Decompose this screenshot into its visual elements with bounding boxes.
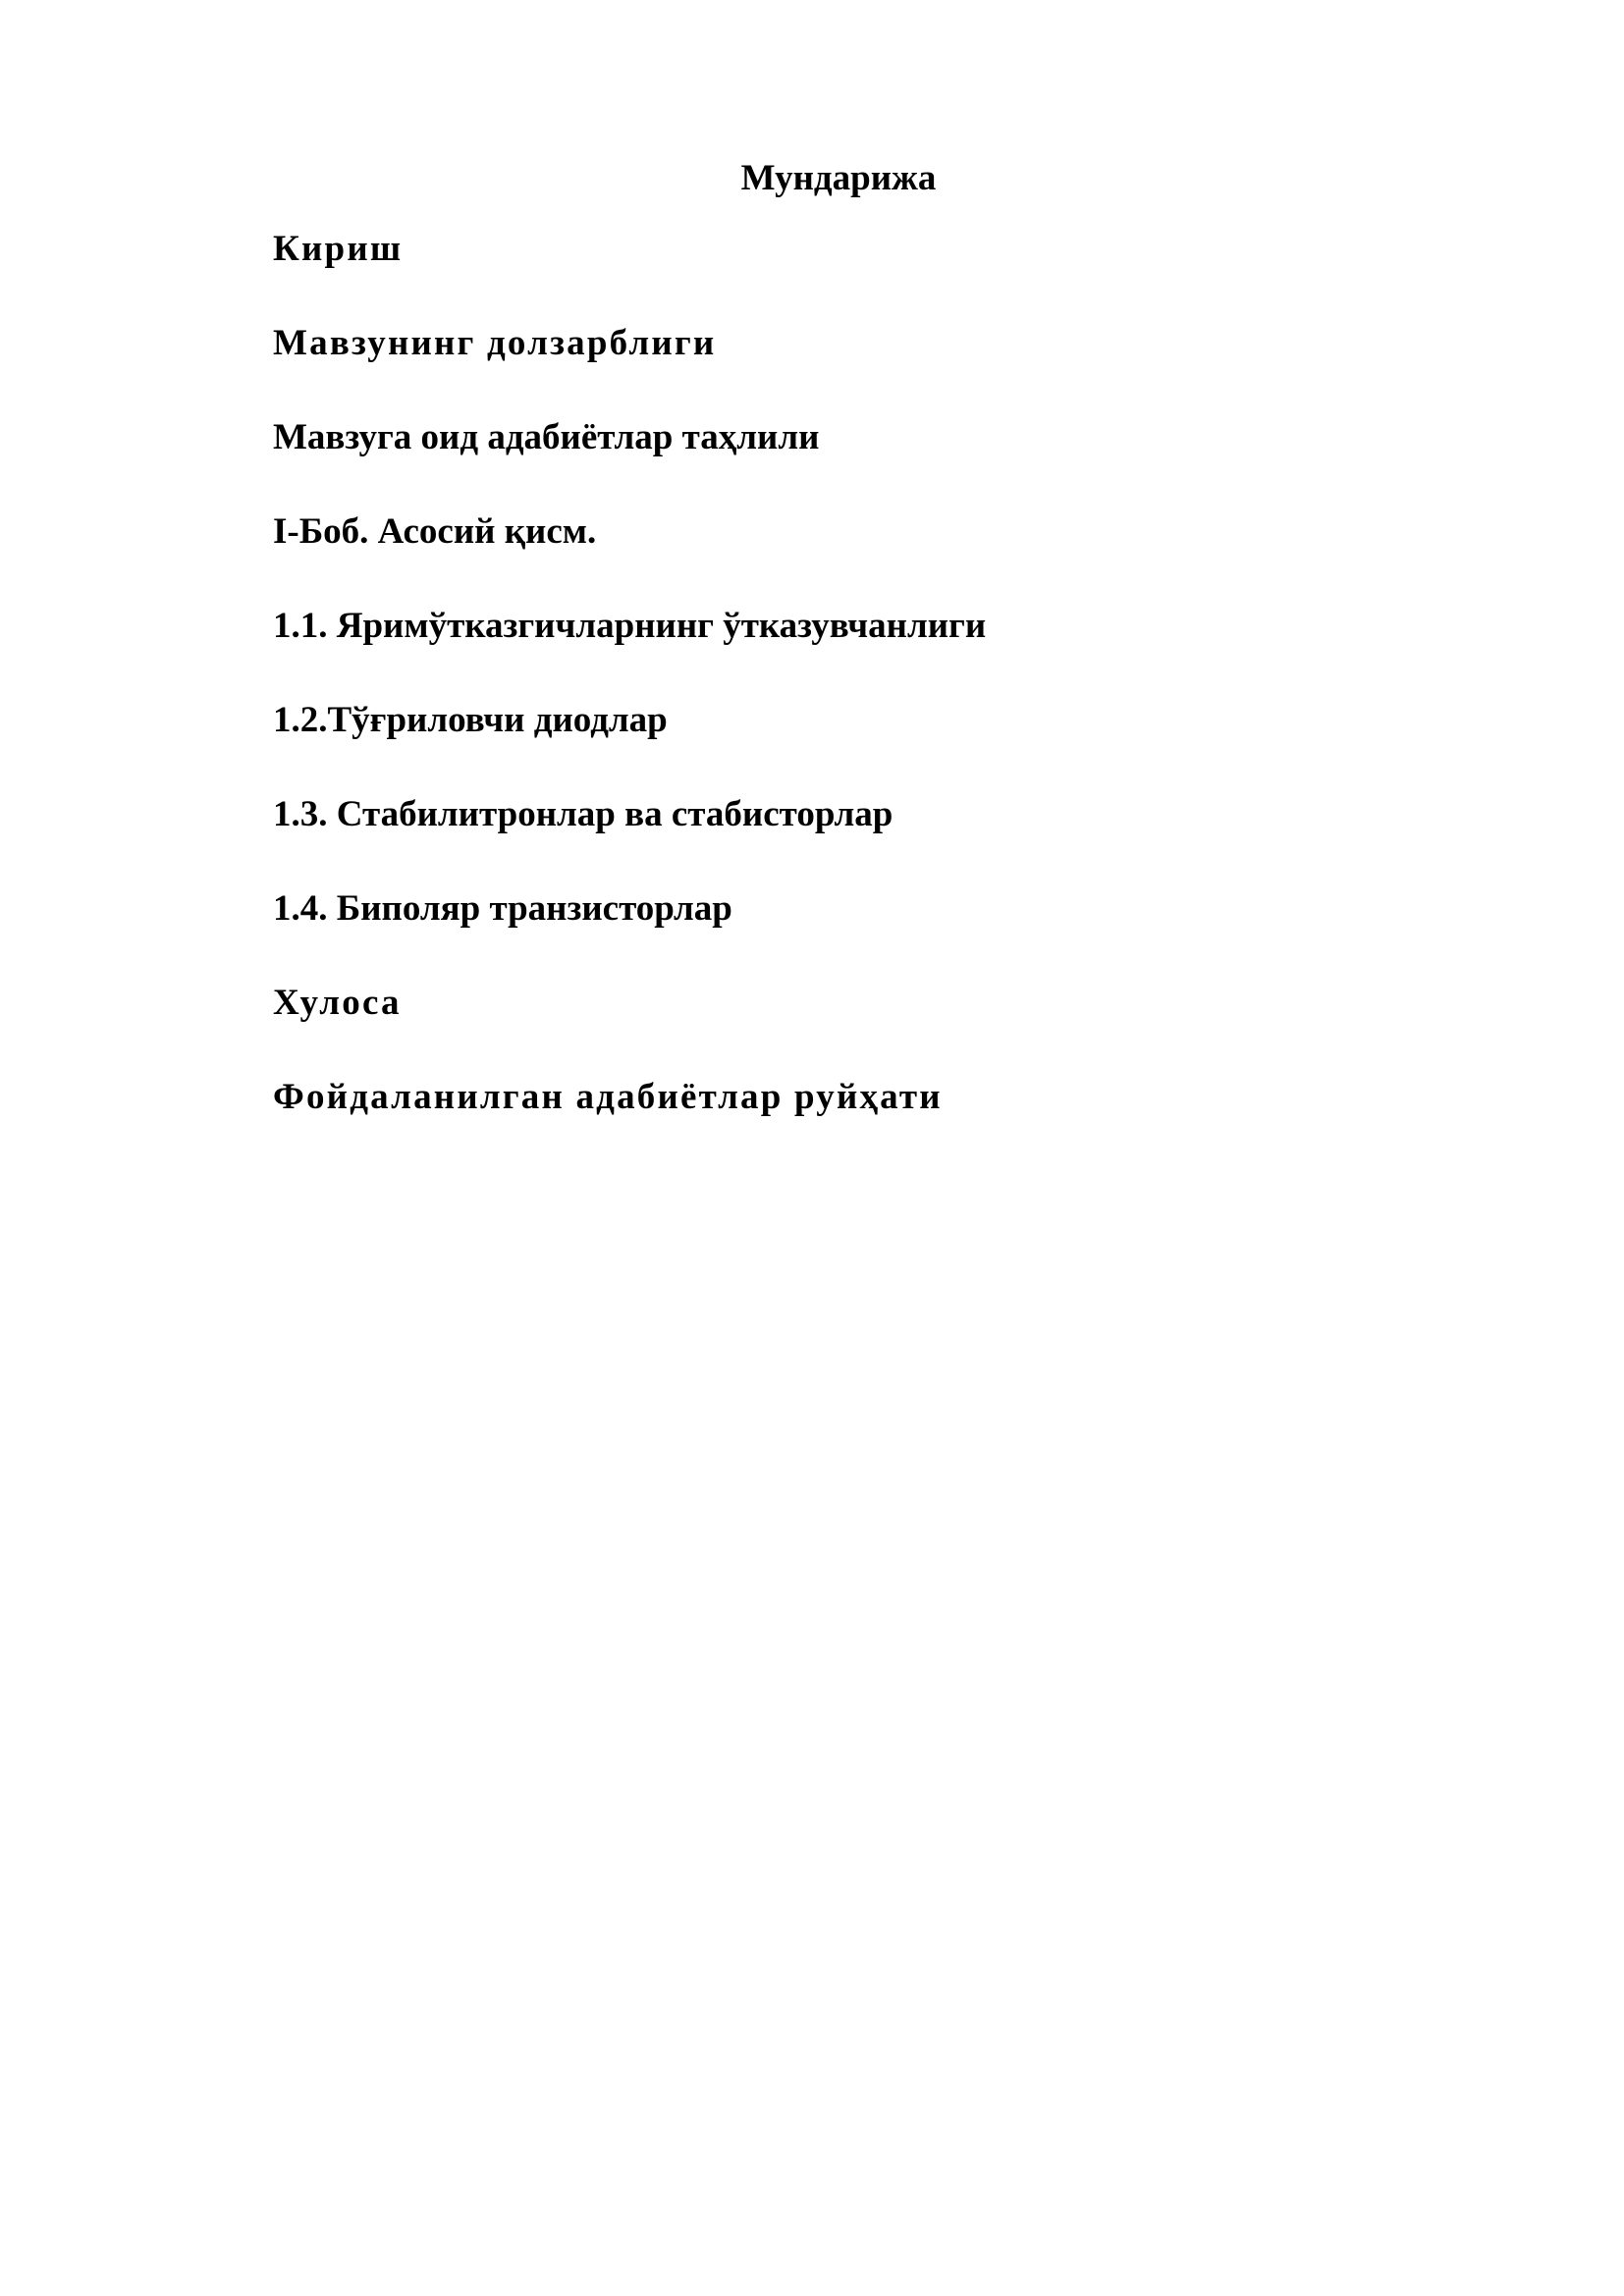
toc-item-conclusion: Хулоса	[273, 983, 402, 1023]
toc-item-section-1-4: 1.4. Биполяр транзисторлар	[273, 888, 732, 929]
toc-item-section-1-2: 1.2.Тўғриловчи диодлар	[273, 700, 668, 740]
table-of-contents	[273, 226, 986, 1168]
toc-item-introduction: Кириш	[273, 229, 404, 269]
toc-item-section-1-1: 1.1. Яримўтказгичларнинг ўтказувчанлиги	[273, 606, 987, 646]
toc-item-relevance: Мавзунинг долзарблиги	[273, 323, 717, 363]
page-title: Мундарижа	[740, 158, 937, 198]
toc-item-literature-review: Мавзуга оид адабиётлар таҳлили	[273, 417, 820, 457]
toc-item-references: Фойдаланилган адабиётлар руйҳати	[273, 1077, 943, 1117]
toc-item-chapter-1: I-Боб. Асосий қисм.	[273, 511, 597, 552]
toc-item-section-1-3: 1.3. Стабилитронлар ва стабисторлар	[273, 794, 893, 834]
